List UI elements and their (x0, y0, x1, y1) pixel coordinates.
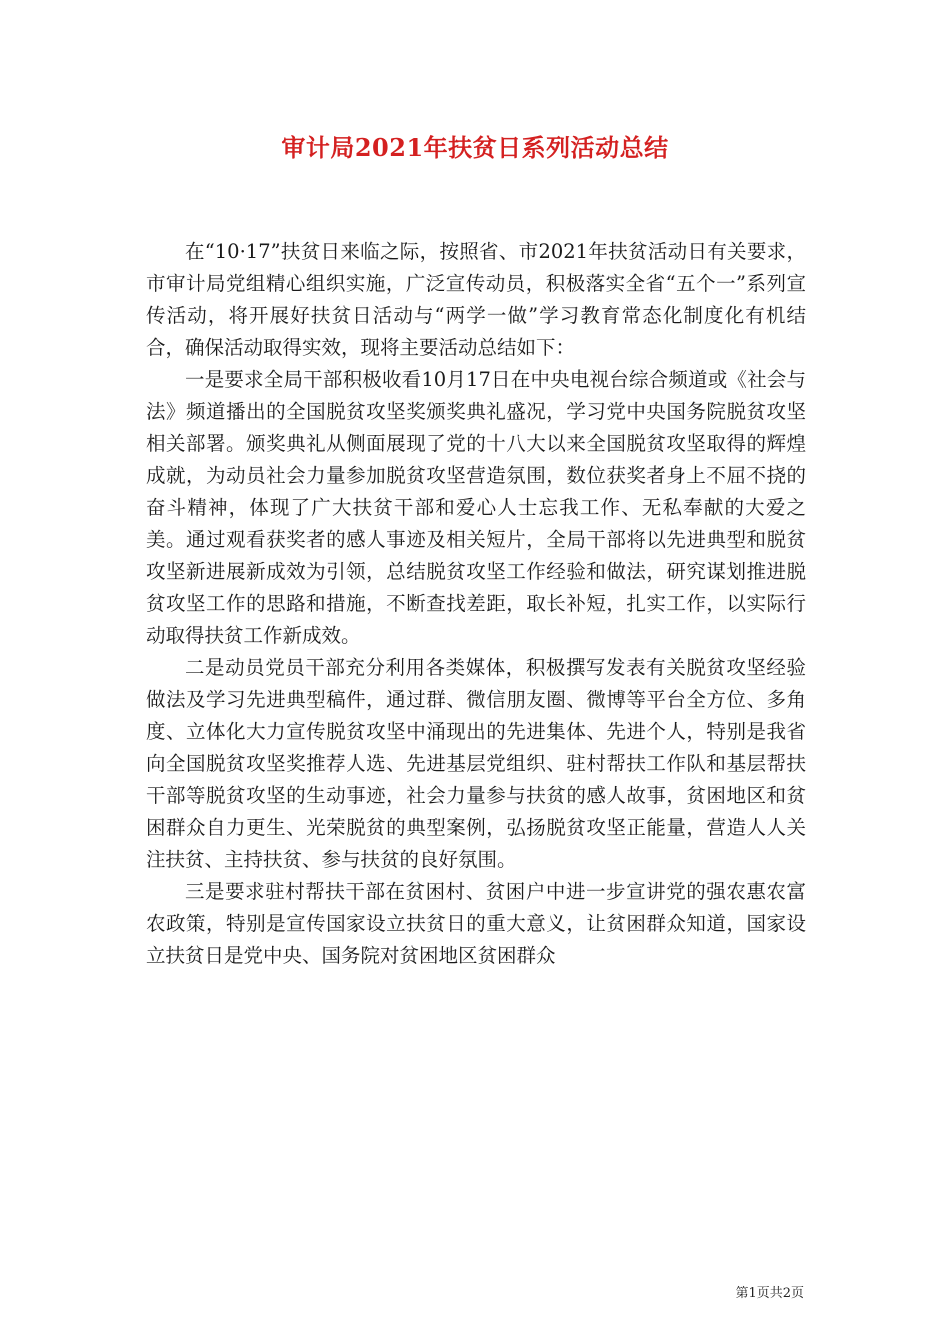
paragraph-two: 二是动员党员干部充分利用各类媒体，积极撰写发表有关脱贫攻坚经验做法及学习先进典型稿件，通过群、微信朋友圈、微博等平台全方位、多角度、立体化大力宣传脱贫攻坚中涌现出的先进集体、先进个人，特别是我省向全国脱贫攻坚奖推荐人选、先进基层党组织、驻村帮扶工作队和基层帮扶干部等脱贫攻坚的生动事迹，社会力量参与扶贫的感人故事，贫困地区和贫困群众自力更生、光荣脱贫的典型案例，弘扬脱贫攻坚正能量，营造人人关注扶贫、主持扶贫、参与扶贫的良好氛围。 (146, 656, 806, 871)
paragraph-intro: 在“10·17”扶贫日来临之际，按照省、市2021年扶贫活动日有关要求，市审计局党组精心组织实施，广泛宣传动员，积极落实全省“五个一”系列宣传活动，将开展好扶贫日活动与“两学一做”学习教育常态化制度化有机结合，确保活动取得实效，现将主要活动总结如下： (146, 240, 806, 359)
page-number: 第1页共2页 (735, 1286, 804, 1301)
document-body (146, 236, 806, 972)
paragraph-three: 三是要求驻村帮扶干部在贫困村、贫困户中进一步宣讲党的强农惠农富农政策，特别是宣传国家设立扶贫日的重大意义，让贫困群众知道，国家设立扶贫日是党中央、国务院对贫困地区贫困群众 (146, 880, 806, 967)
paragraph-one: 一是要求全局干部积极收看10月17日在中央电视台综合频道或《社会与法》频道播出的全国脱贫攻坚奖颁奖典礼盛况，学习党中央国务院脱贫攻坚相关部署。颁奖典礼从侧面展现了党的十八大以来全国脱贫攻坚取得的辉煌成就，为动员社会力量参加脱贫攻坚营造氛围，数位获奖者身上不屈不挠的奋斗精神，体现了广大扶贫干部和爱心人士忘我工作、无私奉献的大爱之美。通过观看获奖者的感人事迹及相关短片，全局干部将以先进典型和脱贫攻坚新进展新成效为引领，总结脱贫攻坚工作经验和做法，研究谋划推进脱贫攻坚工作的思路和措施，不断查找差距，取长补短，扎实工作，以实际行动取得扶贫工作新成效。 (146, 368, 806, 647)
document-title: 审计局2021年扶贫日系列活动总结 (281, 133, 669, 162)
